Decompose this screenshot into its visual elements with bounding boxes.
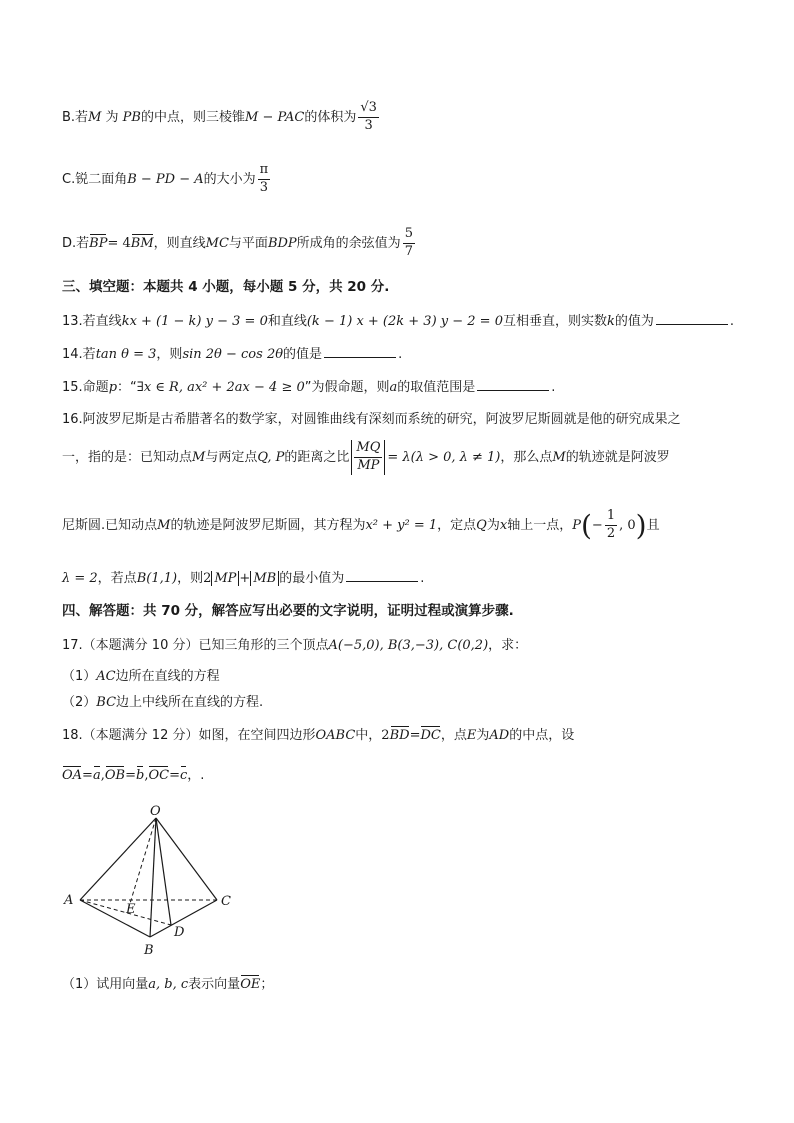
label-a: A [64, 893, 74, 908]
question-18: 18.（本题满分 12 分）如图，在空间四边形OABC中，2BD=DC，点E为AD的中点，设 [62, 728, 575, 743]
question-16-line-4: λ = 2，若点B(1,1)，则2 MP + MB 的最小值为 . [62, 571, 425, 586]
question-13: 13.若直线kx + (1 − k) y − 3 = 0和直线(k − 1) x + (2k + 3) y − 2 = 0互相垂直，则实数k的值为 . [62, 314, 735, 329]
label-d: D [174, 925, 185, 940]
section-fill-in-title: 三、填空题：本题共 4 小题，每小题 5 分，共 20 分. [62, 279, 390, 295]
answer-blank [324, 345, 396, 358]
question-17: 17.（本题满分 10 分）已知三角形的三个顶点A(−5,0), B(3,−3), C(0,2)，求： [62, 638, 528, 653]
question-16-line-3: 尼斯圆.已知动点M的轨迹是阿波罗尼斯圆，其方程为x² + y² = 1，定点Q为x轴上一点，P(− $\frac{1}{2}$ , 0)且 [62, 508, 660, 542]
section-solution-title: 四、解答题：共 70 分，解答应写出必要的文字说明，证明过程或演算步骤. [62, 603, 514, 619]
question-17-part-1: （1）AC边所在直线的方程 [62, 669, 220, 684]
distance-ratio: $\frac{MQ}{MP}$ [351, 440, 385, 475]
point-m: M [88, 109, 102, 125]
edge-od [156, 818, 171, 925]
label-o: O [150, 805, 161, 819]
cosine-fraction: $\frac{5}{7}$ [404, 226, 413, 259]
label-c: C [221, 894, 231, 909]
answer-blank [656, 312, 728, 325]
edge-ab [80, 900, 150, 937]
point-p-fraction: $\frac{1}{2}$ [606, 508, 616, 541]
question-18-part-1: （1）试用向量a, b, c表示向量OE； [62, 977, 274, 992]
volume-fraction: $\frac{√3}{3}$ [360, 100, 377, 133]
question-18-vectors: OA=a,OB=b,OC=c，. [62, 768, 205, 783]
question-16-line-2: 一，指的是：已知动点M与两定点Q, P的距离之比 $\frac{MQ}{MP}$ = λ(λ > 0, λ ≠ 1)，那么点M的轨迹就是阿波罗 [62, 440, 670, 473]
edge-oa [80, 818, 156, 900]
answer-blank [477, 378, 549, 391]
question-15: 15.命题p：“∃x ∈ R, ax² + 2ax − 4 ≥ 0”为假命题，则a的取值范围是 . [62, 380, 556, 395]
question-17-part-2: （2）BC边上中线所在直线的方程. [62, 695, 264, 710]
tetrahedron-figure [60, 805, 240, 965]
label-e: E [126, 902, 136, 917]
question-16-line-1: 16.阿波罗尼斯是古希腊著名的数学家，对圆锥曲线有深刻而系统的研究，阿波罗尼斯圆就是他的研究成果之 [62, 412, 681, 427]
edge-oc [156, 818, 217, 900]
angle-fraction: $\frac{\pi}{3}$ [259, 162, 269, 195]
label-b: B [144, 943, 154, 958]
option-b: B.若M 为 PB的中点，则三棱锥M − PAC的体积为 $\frac{√3}{3}$ [62, 100, 377, 133]
option-d: D.若BP= 4BM，则直线MC与平面BDP所成角的余弦值为 $\frac{5}{7}$ [62, 226, 413, 259]
answer-blank [346, 569, 418, 582]
option-c: C.锐二面角B − PD − A的大小为 $\frac{\pi}{3}$ [62, 162, 269, 195]
question-14: 14.若tan θ = 3，则sin 2θ − cos 2θ的值是 . [62, 347, 403, 362]
